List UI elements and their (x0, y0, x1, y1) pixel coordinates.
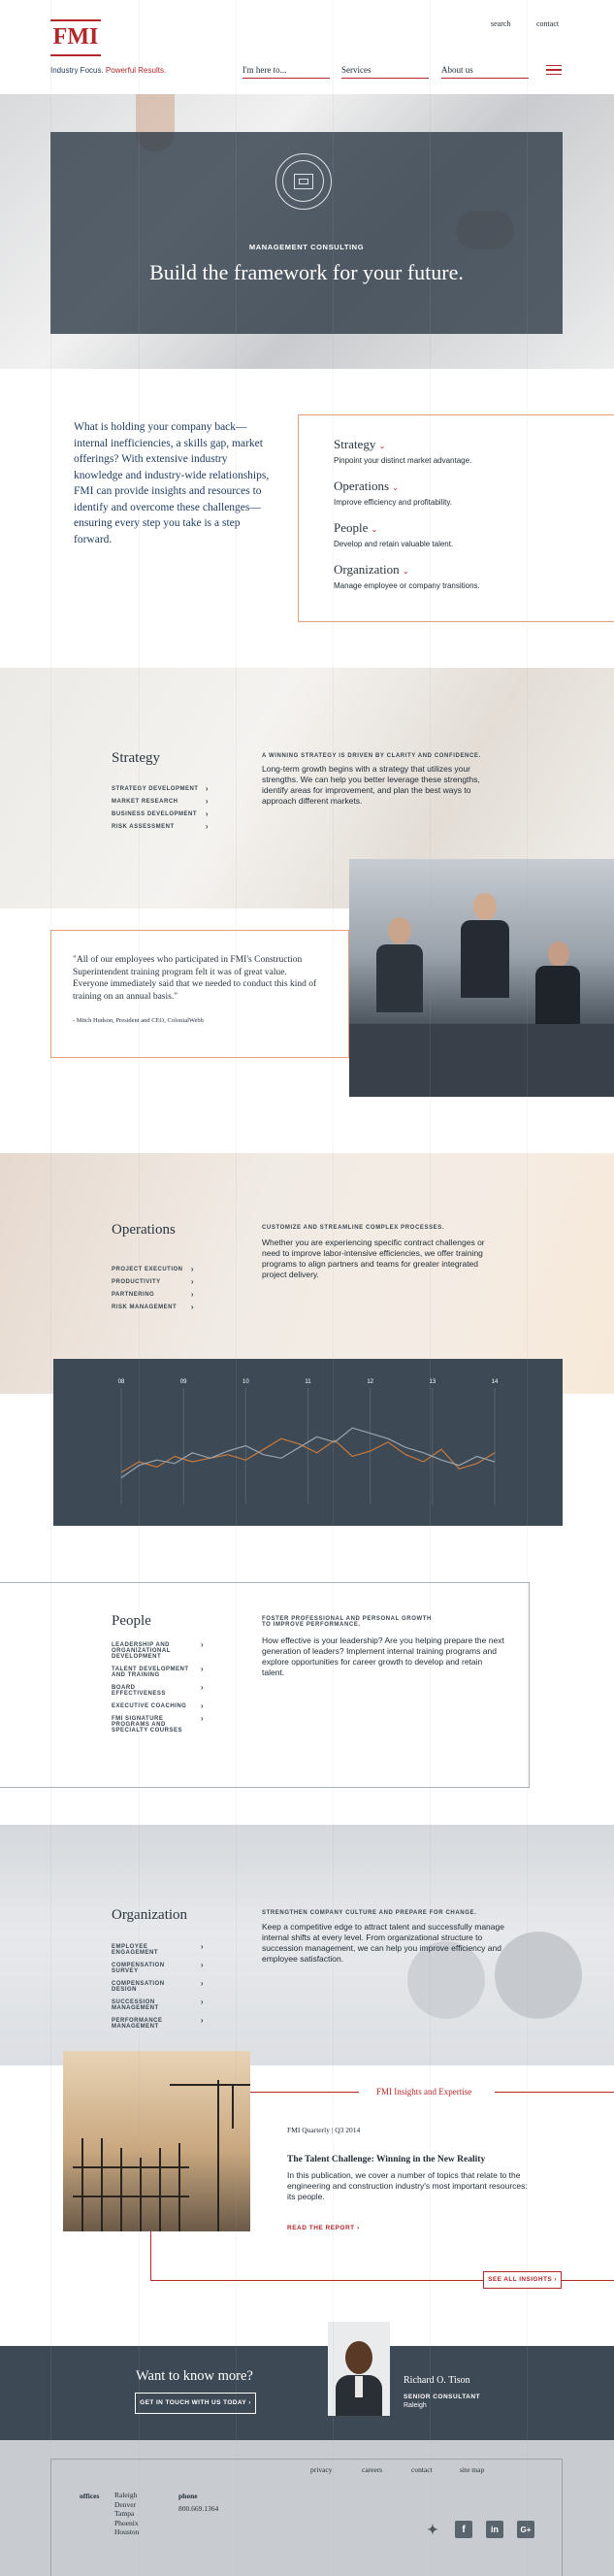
blueprint-seal-icon (275, 153, 332, 210)
insights-connector-v (150, 2231, 151, 2280)
organization-title: Organization (112, 1907, 188, 1923)
chevron-right-icon: › (200, 1998, 204, 2006)
chevron-right-icon: › (356, 2225, 360, 2231)
service-organization-desc: Manage employee or company transitions. (334, 581, 480, 590)
service-operations[interactable]: Operations ⌄ (334, 479, 399, 493)
chevron-right-icon: › (200, 1961, 204, 1969)
hero-headline: Build the framework for your future. (149, 260, 464, 284)
chevron-right-icon: › (205, 784, 209, 793)
operations-kicker: CUSTOMIZE AND STREAMLINE COMPLEX PROCESSES. (262, 1225, 445, 1231)
service-organization[interactable]: Organization ⌄ (334, 562, 409, 577)
chevron-right-icon: › (190, 1290, 194, 1299)
operations-item[interactable]: RISK MANAGEMENT › (112, 1303, 194, 1311)
operations-item[interactable]: PRODUCTIVITY › (112, 1277, 194, 1286)
office-denver[interactable]: Denver (114, 2499, 137, 2509)
line-chart (53, 1359, 563, 1526)
chart-x-tick-label: 14 (491, 1379, 499, 1385)
office-houston[interactable]: Houston (114, 2527, 140, 2536)
chevron-right-icon: › (200, 1701, 204, 1710)
nav-services[interactable]: Services (341, 65, 429, 79)
offices-label: offices (80, 2492, 100, 2500)
office-tampa[interactable]: Tampa (114, 2509, 135, 2518)
chart-x-tick-label: 09 (179, 1379, 187, 1385)
chevron-right-icon: › (190, 1265, 194, 1273)
intro-text: What is holding your company back—internal inefficiencies, a skills gap, market offerings? With extensive industry knowledge and industry-wide relationships, FMI can provide insights and resources to identify and overcome these challenges—ensuring every step you take is a step forward. (74, 421, 270, 545)
chevron-right-icon: › (200, 1942, 204, 1951)
people-item[interactable]: BOARD EFFECTIVENESS › (112, 1683, 204, 1697)
consultant-location: Raleigh (404, 2402, 427, 2409)
nav-about-us[interactable]: About us (441, 65, 529, 79)
consultant-name: Richard O. Tison (404, 2375, 470, 2386)
people-item[interactable]: EXECUTIVE COACHING › (112, 1701, 204, 1710)
chevron-right-icon: › (248, 2399, 251, 2406)
operations-title: Operations (112, 1222, 176, 1238)
chevron-right-icon: › (190, 1277, 194, 1286)
chart-x-tick-label: 10 (242, 1379, 249, 1385)
organization-body: Keep a competitive edge to attract talent and successfully manage internal shifts at every level. From organizational structure to succession management, we can help you improve efficiency and employee satisfaction. (262, 1922, 504, 1964)
footer-link-privacy[interactable]: privacy (310, 2465, 333, 2474)
people-body: How effective is your leadership? Are you helping prepare the next generation of leaders? Implement internal training programs and explore opportunities for career growth to develop and retain talent. (262, 1635, 504, 1677)
chart-x-tick-label: 11 (305, 1379, 311, 1385)
linkedin-icon[interactable]: in (486, 2521, 503, 2538)
organization-item[interactable]: COMPENSATION DESIGN › (112, 1979, 204, 1993)
insights-connector-h (150, 2280, 483, 2281)
strategy-item[interactable]: BUSINESS DEVELOPMENT › (112, 809, 209, 818)
logo-text: FMI (52, 24, 99, 50)
chevron-right-icon: › (205, 822, 209, 831)
people-item[interactable]: LEADERSHIP AND ORGANIZATIONAL DEVELOPMENT › (112, 1640, 204, 1660)
people-title: People (112, 1613, 151, 1629)
contact-heading: Want to know more? (136, 2368, 253, 2384)
chart-x-tick-label: 12 (367, 1379, 374, 1385)
strategy-title: Strategy (112, 750, 160, 766)
header (0, 0, 614, 92)
facebook-icon[interactable]: f (455, 2521, 472, 2538)
insights-label: FMI Insights and Expertise (376, 2087, 472, 2097)
operations-body: Whether you are experiencing specific contract challenges or need to improve labor-intensive efficiencies, we offer training programs to align partners and teams for greater integrated project delivery. (262, 1238, 485, 1279)
organization-item[interactable]: PERFORMANCE MANAGEMENT › (112, 2016, 204, 2030)
office-raleigh[interactable]: Raleigh (114, 2491, 138, 2499)
service-strategy-desc: Pinpoint your distinct market advantage. (334, 456, 472, 465)
strategy-item[interactable]: MARKET RESEARCH › (112, 797, 209, 806)
testimonial-quote: "All of our employees who participated in FMI's Construction Superintendent training program felt it was of great value. Everyone immediately said that we needed to conduct this kind of training on an annual basis." (73, 955, 317, 1002)
people-item[interactable]: FMI SIGNATURE PROGRAMS AND SPECIALTY COURSES › (112, 1714, 204, 1734)
strategy-body: Long-term growth begins with a strategy that utilizes your strengths. We can help you better leverage these strengths, identify areas for improvement, and plan the best ways to approach different markets. (262, 764, 480, 806)
chart-x-tick-label: 13 (429, 1379, 436, 1385)
organization-item[interactable]: COMPENSATION SURVEY › (112, 1961, 204, 1974)
get-in-touch-button[interactable]: GET IN TOUCH WITH US TODAY › (135, 2393, 256, 2414)
chevron-right-icon: › (200, 1640, 204, 1649)
insights-rule-left (250, 2092, 359, 2093)
hamburger-icon[interactable] (546, 65, 562, 75)
chevron-down-icon: ⌄ (371, 525, 378, 534)
chart-x-tick-label: 08 (117, 1379, 125, 1385)
chevron-down-icon: ⌄ (378, 442, 386, 450)
people-menu (112, 1642, 204, 1740)
offices-list (114, 2491, 139, 2537)
phone-number[interactable]: 800.669.1364 (178, 2504, 219, 2513)
operations-menu (112, 1267, 194, 1317)
read-report-link[interactable]: READ THE REPORT › (287, 2225, 360, 2231)
social-icons (424, 2521, 534, 2538)
construction-photo (63, 2051, 250, 2231)
team-photo (349, 859, 614, 1097)
people-box (0, 1582, 530, 1788)
insights-body: In this publication, we cover a number of topics that relate to the engineering and construction industry's most important resources: its people. (287, 2170, 528, 2201)
testimonial-author: - Mitch Hudson, President and CEO, ColonialWebb (73, 1017, 204, 1024)
strategy-item[interactable]: RISK ASSESSMENT › (112, 822, 209, 831)
footer-link-careers[interactable]: careers (362, 2465, 383, 2474)
consultant-photo (328, 2322, 390, 2416)
chart-panel (53, 1359, 563, 1526)
strategy-kicker: A WINNING STRATEGY IS DRIVEN BY CLARITY AND CONFIDENCE. (262, 753, 481, 759)
chevron-right-icon: › (205, 809, 209, 818)
contact-link[interactable]: contact (536, 19, 560, 28)
operations-item[interactable]: PARTNERING › (112, 1290, 194, 1299)
contact-band (0, 2346, 614, 2440)
chevron-right-icon: › (200, 1714, 204, 1723)
strategy-item[interactable]: STRATEGY DEVELOPMENT › (112, 784, 209, 793)
phone-label: phone (178, 2492, 198, 2500)
chevron-right-icon: › (200, 2016, 204, 2025)
chevron-right-icon: › (200, 1979, 204, 1988)
service-people-desc: Develop and retain valuable talent. (334, 540, 454, 548)
organization-kicker: STRENGTHEN COMPANY CULTURE AND PREPARE FOR CHANGE. (262, 1910, 477, 1916)
tagline-part1: Industry Focus. (50, 66, 104, 75)
insights-title: The Talent Challenge: Winning in the New Reality (287, 2155, 486, 2164)
chevron-right-icon: › (190, 1303, 194, 1311)
chevron-right-icon: › (554, 2276, 557, 2283)
service-people[interactable]: People ⌄ (334, 520, 378, 535)
organization-item[interactable]: EMPLOYEE ENGAGEMENT › (112, 1942, 204, 1956)
insights-issue: FMI Quarterly | Q3 2014 (287, 2126, 361, 2134)
insights-connector-r (562, 2280, 614, 2281)
consultant-role: SENIOR CONSULTANT (404, 2394, 481, 2400)
strategy-menu (112, 786, 209, 837)
tagline (50, 66, 166, 75)
services-box (298, 414, 614, 622)
chevron-down-icon: ⌄ (402, 567, 409, 576)
twitter-icon[interactable]: ✦ (427, 2521, 438, 2537)
organization-menu (112, 1944, 204, 2036)
hero-kicker: MANAGEMENT CONSULTING (248, 243, 365, 251)
footer-link-sitemap[interactable]: site map (460, 2465, 485, 2474)
googleplus-icon[interactable]: G+ (517, 2521, 534, 2538)
chevron-right-icon: › (205, 797, 209, 806)
chevron-right-icon: › (200, 1683, 204, 1692)
office-phoenix[interactable]: Phoenix (114, 2518, 139, 2527)
logo[interactable] (50, 19, 101, 56)
nav-im-here-to[interactable]: I'm here to... (242, 65, 330, 79)
chevron-down-icon: ⌄ (392, 483, 399, 492)
service-operations-desc: Improve efficiency and profitability. (334, 498, 452, 507)
footer-link-contact[interactable]: contact (411, 2465, 433, 2474)
operations-item[interactable]: PROJECT EXECUTION › (112, 1265, 194, 1273)
people-item[interactable]: TALENT DEVELOPMENT AND TRAINING › (112, 1665, 204, 1678)
tagline-part2: Powerful Results. (105, 66, 167, 75)
search-link[interactable]: search (491, 19, 511, 28)
organization-item[interactable]: SUCCESSION MANAGEMENT › (112, 1998, 204, 2011)
people-kicker: FOSTER PROFESSIONAL AND PERSONAL GROWTH TO IMPROVE PERFORMANCE. (262, 1616, 432, 1628)
see-all-insights-button[interactable]: SEE ALL INSIGHTS › (483, 2271, 562, 2289)
chevron-right-icon: › (200, 1665, 204, 1673)
insights-rule-right (495, 2092, 614, 2093)
service-strategy[interactable]: Strategy ⌄ (334, 437, 386, 451)
hero-overlay (50, 132, 563, 334)
